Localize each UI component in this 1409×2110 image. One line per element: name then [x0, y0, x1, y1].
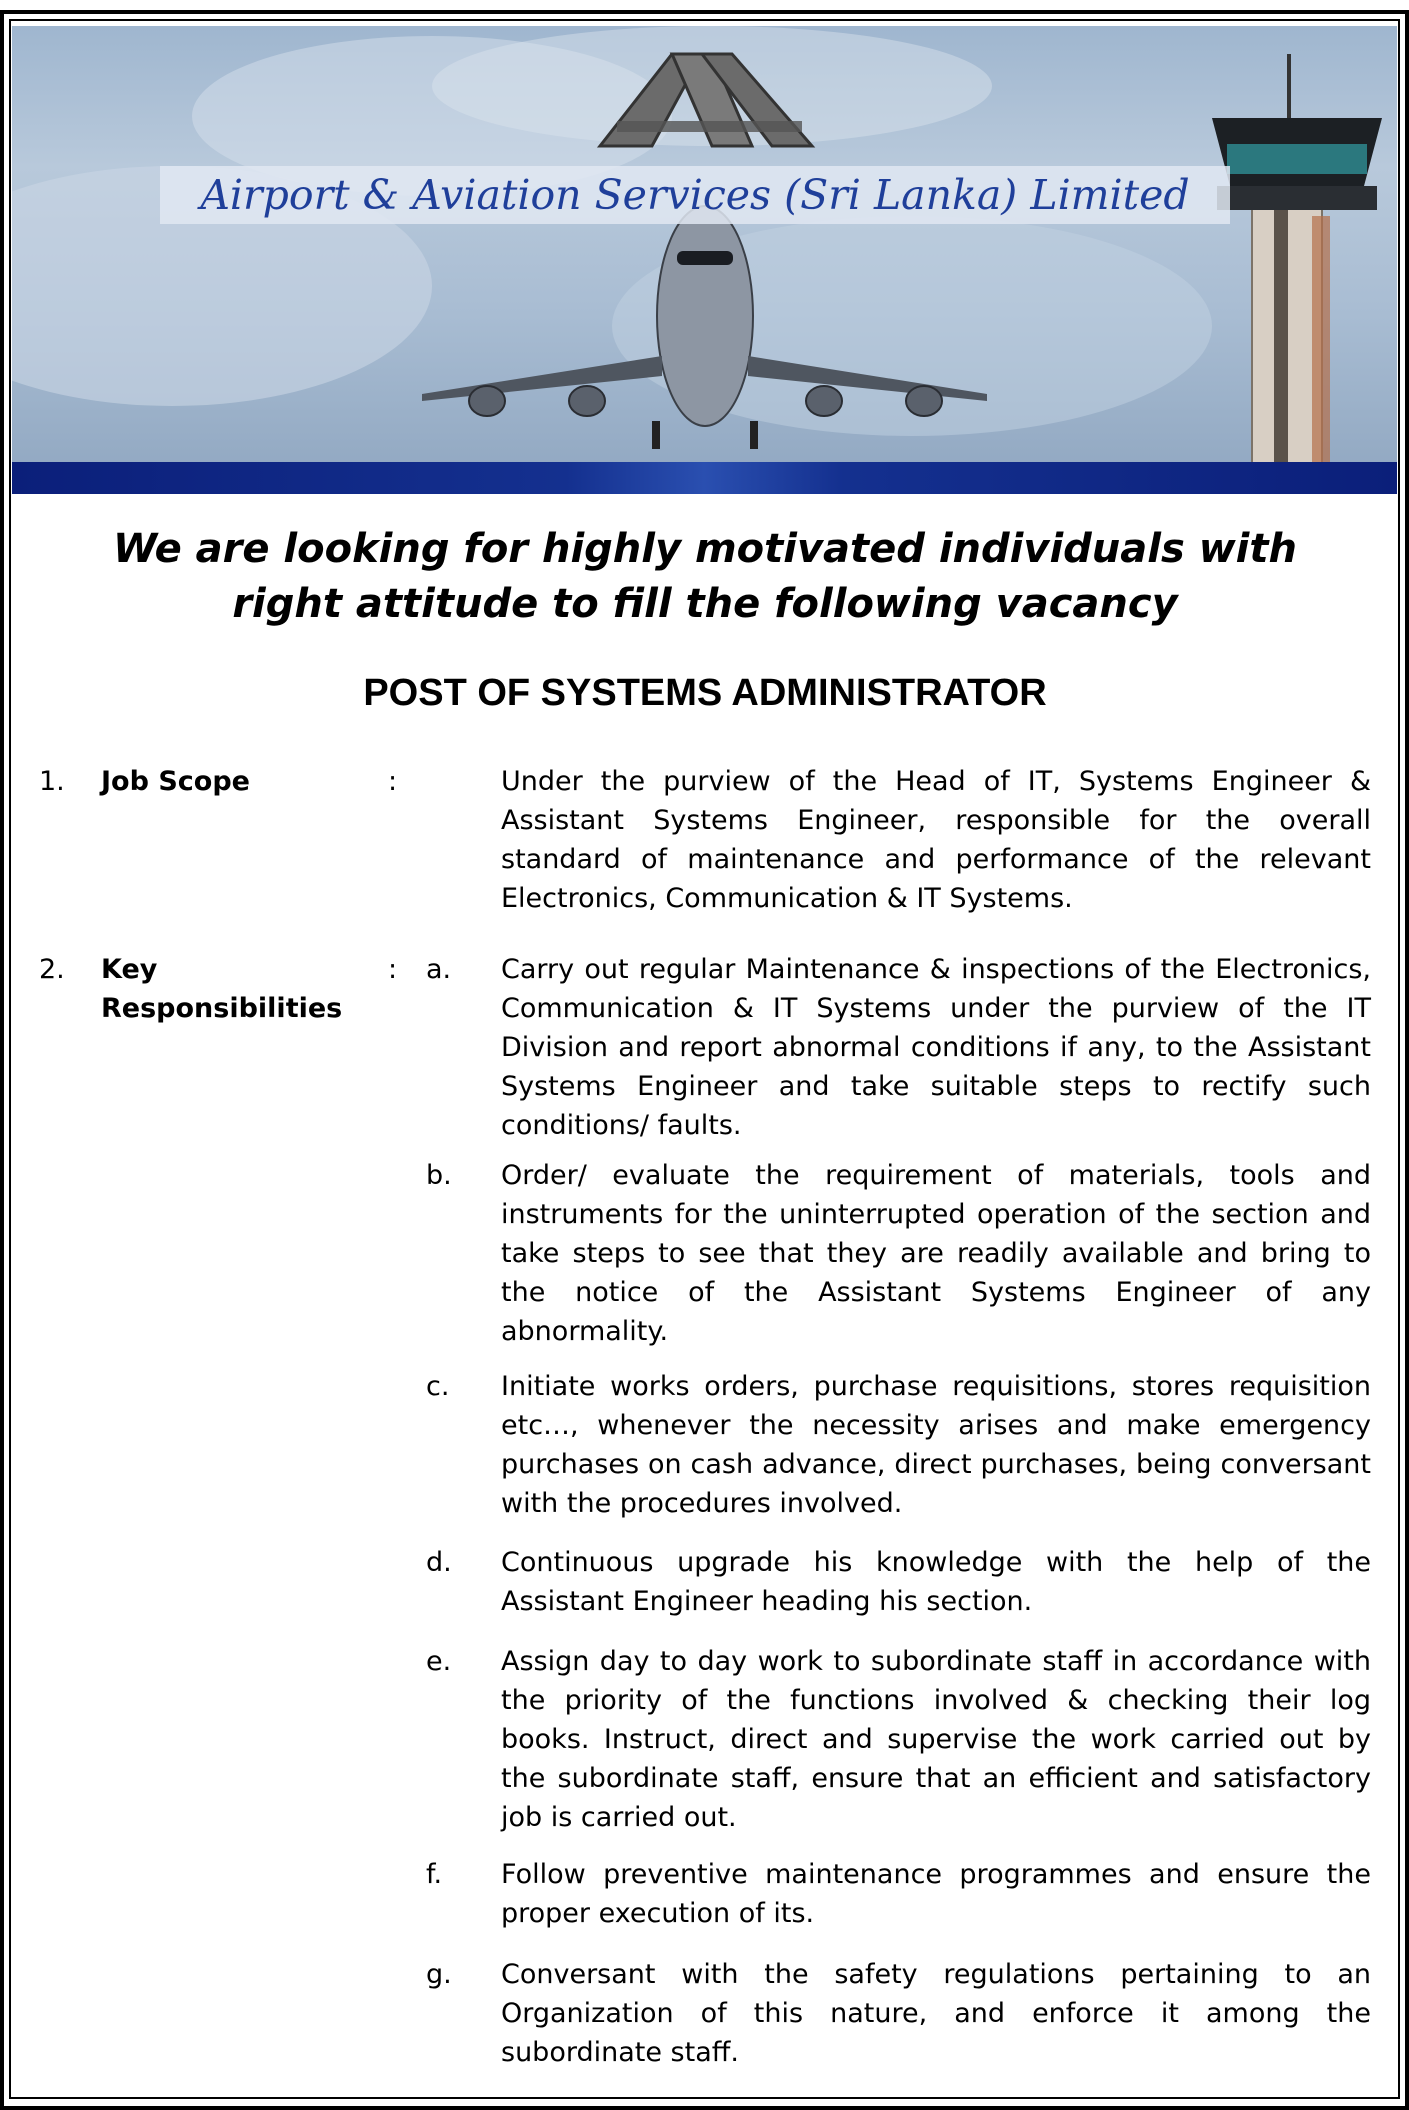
section-number: 2.	[39, 954, 65, 985]
header-banner	[12, 26, 1397, 494]
responsibility-letter: a.	[426, 954, 452, 985]
job-scope-text: Under the purview of the Head of IT, Systems Engineer & Assistant Systems Engineer, responsible for the overall standard of maintenance and performance of the relevant Electronics, Communication & IT Systems.	[501, 766, 1371, 914]
responsibility-letter: d.	[426, 1547, 452, 1578]
section-colon: :	[388, 954, 398, 985]
responsibility-letter: c.	[426, 1371, 450, 1402]
post-title: POST OF SYSTEMS ADMINISTRATOR	[363, 672, 1047, 714]
responsibility-item: Initiate works orders, purchase requisitions, stores requisition etc…, whenever the necessity arises and make emergency purchases on cash advance, direct purchases, being conversant with the procedures involved.	[501, 1371, 1371, 1519]
banner-blue-strip	[12, 462, 1397, 494]
responsibility-item: Order/ evaluate the requirement of materials, tools and instruments for the uninterrupted operation of the section and take steps to see that they are readily available and bring to the notice of the Assistant Systems Engineer of any abnormality.	[501, 1160, 1371, 1347]
section-colon: :	[388, 766, 398, 797]
section-label-job-scope: Job Scope	[101, 766, 250, 797]
responsibility-item: Follow preventive maintenance programmes and ensure the proper execution of its.	[501, 1859, 1371, 1929]
responsibility-letter: f.	[426, 1859, 443, 1890]
section-label-key-responsibilities: Key Responsibilities	[101, 954, 343, 1024]
responsibility-item: Assign day to day work to subordinate staff in accordance with the priority of the functions involved & checking their log books. Instruct, direct and supervise the work carried out by the subordinate staff, ensure that an efficient and satisfactory job is carried out.	[501, 1646, 1371, 1833]
company-name: Airport & Aviation Services (Sri Lanka) Limited	[200, 171, 1190, 219]
responsibility-item: Carry out regular Maintenance & inspections of the Electronics, Communication & IT Systems under the purview of the IT Division and report abnormal conditions if any, to the Assistant Systems Engineer and take suitable steps to rectify such conditions/ faults.	[501, 954, 1371, 1141]
responsibility-letter: b.	[426, 1160, 452, 1191]
responsibility-item: Continuous upgrade his knowledge with the help of the Assistant Engineer heading his section.	[501, 1547, 1371, 1617]
section-number: 1.	[39, 766, 65, 797]
responsibility-letter: g.	[426, 1959, 452, 1990]
banner-illustration	[12, 26, 1397, 494]
control-tower-icon	[1212, 54, 1382, 494]
responsibility-item: Conversant with the safety regulations pertaining to an Organization of this nature, and enforce it among the subordinate staff.	[501, 1959, 1371, 2068]
responsibility-letter: e.	[426, 1646, 452, 1677]
recruitment-headline: We are looking for highly motivated individuals with right attitude to fill the following vacancy	[113, 526, 1297, 627]
